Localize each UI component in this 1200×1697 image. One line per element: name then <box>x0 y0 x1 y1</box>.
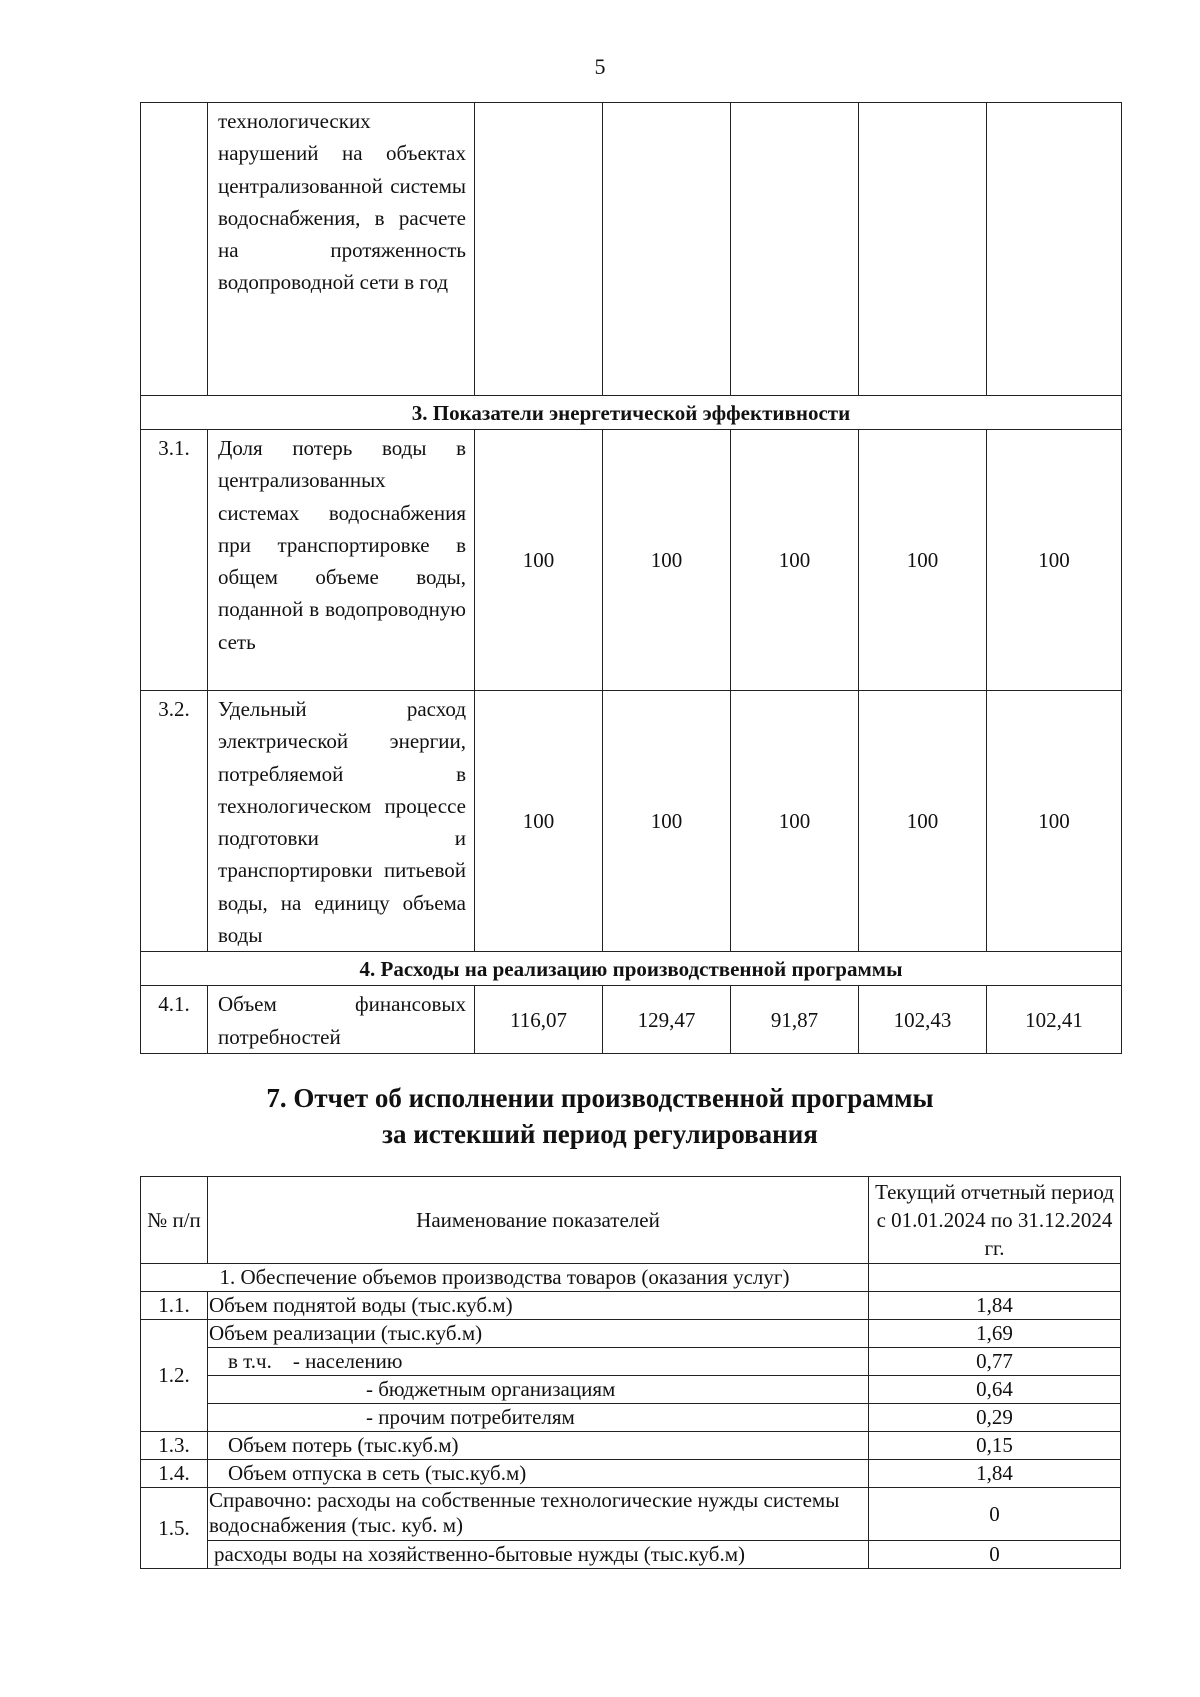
value-cell: 102,43 <box>859 986 987 1054</box>
section-7-title-line1: 7. Отчет об исполнении производственной программы <box>266 1083 934 1113</box>
section-7-title <box>0 1080 1200 1152</box>
row-number: 1.1. <box>141 1292 208 1320</box>
header-period: Текущий отчетный период с 01.01.2024 по 31.12.2024 гг. <box>869 1177 1121 1264</box>
section-header-row <box>141 396 1122 430</box>
value-cell: 100 <box>603 430 731 691</box>
indicator-name: технологических нарушений на объектах централизованной системы водоснабжения, в расчете на протяженность водопроводной сети в год <box>208 103 475 396</box>
row-number: 1.2. <box>141 1320 208 1432</box>
indicator-name: Объем финансовых потребностей <box>208 986 475 1054</box>
value-cell: 0,77 <box>869 1348 1121 1376</box>
table-row <box>141 1404 1121 1432</box>
section-3-title: 3. Показатели энергетической эффективности <box>141 396 1122 430</box>
indicator-name: Объем реализации (тыс.куб.м) <box>208 1320 869 1348</box>
table-row <box>141 1376 1121 1404</box>
indicator-name: - бюджетным организациям <box>208 1376 869 1404</box>
value-cell: 1,84 <box>869 1460 1121 1488</box>
table-row <box>141 1488 1121 1541</box>
value-cell: 100 <box>731 430 859 691</box>
value-cell: 116,07 <box>475 986 603 1054</box>
table-row <box>141 103 1122 396</box>
indicator-name: - прочим потребителям <box>208 1404 869 1432</box>
value-cell: 0 <box>869 1488 1121 1541</box>
indicator-name: Объем отпуска в сеть (тыс.куб.м) <box>208 1460 869 1488</box>
indicators-table <box>140 102 1122 1054</box>
group-title: 1. Обеспечение объемов производства товаров (оказания услуг) <box>141 1264 869 1292</box>
value-cell: 102,41 <box>987 986 1122 1054</box>
header-name: Наименование показателей <box>208 1177 869 1264</box>
value-cell: 100 <box>987 430 1122 691</box>
indicator-name: Объем поднятой воды (тыс.куб.м) <box>208 1292 869 1320</box>
indicator-name: Удельный расход электрической энергии, потребляемой в технологическом процессе подготовки и транспортировки питьевой воды, на единицу объема воды <box>208 691 475 952</box>
value-cell: 100 <box>603 691 731 952</box>
table-row <box>141 986 1122 1054</box>
indicator-name: Объем потерь (тыс.куб.м) <box>208 1432 869 1460</box>
value-cell: 1,84 <box>869 1292 1121 1320</box>
value-cell: 0,64 <box>869 1376 1121 1404</box>
value-cell: 0,29 <box>869 1404 1121 1432</box>
header-number: № п/п <box>141 1177 208 1264</box>
value-cell: 91,87 <box>731 986 859 1054</box>
table-row <box>141 1541 1121 1569</box>
table-row <box>141 430 1122 691</box>
section-header-row <box>141 952 1122 986</box>
table-row <box>141 1460 1121 1488</box>
value-cell: 100 <box>731 691 859 952</box>
section-4-title: 4. Расходы на реализацию производственной программы <box>141 952 1122 986</box>
value-cell: 100 <box>987 691 1122 952</box>
value-cell: 0,15 <box>869 1432 1121 1460</box>
indicator-name: Справочно: расходы на собственные технологические нужды системы водоснабжения (тыс. куб. м) <box>208 1488 869 1541</box>
header-row <box>141 1177 1121 1264</box>
indicator-name: в т.ч. - населению <box>208 1348 869 1376</box>
value-cell: 100 <box>475 430 603 691</box>
value-cell: 1,69 <box>869 1320 1121 1348</box>
table-row <box>141 1320 1121 1348</box>
row-number: 4.1. <box>141 986 208 1054</box>
value-cell: 100 <box>475 691 603 952</box>
value-cell: 129,47 <box>603 986 731 1054</box>
row-number: 1.3. <box>141 1432 208 1460</box>
report-table <box>140 1176 1121 1569</box>
table-row <box>141 1292 1121 1320</box>
value-cell: 0 <box>869 1541 1121 1569</box>
row-number: 3.1. <box>141 430 208 691</box>
table-row <box>141 1348 1121 1376</box>
value-cell: 100 <box>859 691 987 952</box>
page-number: 5 <box>594 54 606 79</box>
row-number: 1.5. <box>141 1488 208 1569</box>
table-row <box>141 691 1122 952</box>
group-row <box>141 1264 1121 1292</box>
value-cell: 100 <box>859 430 987 691</box>
indicator-name: расходы воды на хозяйственно-бытовые нужды (тыс.куб.м) <box>208 1541 869 1569</box>
row-number: 3.2. <box>141 691 208 952</box>
indicator-name: Доля потерь воды в централизованных системах водоснабжения при транспортировке в общем объеме воды, поданной в водопроводную сеть <box>208 430 475 691</box>
row-number: 1.4. <box>141 1460 208 1488</box>
section-7-title-line2: за истекший период регулирования <box>382 1119 818 1149</box>
table-row <box>141 1432 1121 1460</box>
